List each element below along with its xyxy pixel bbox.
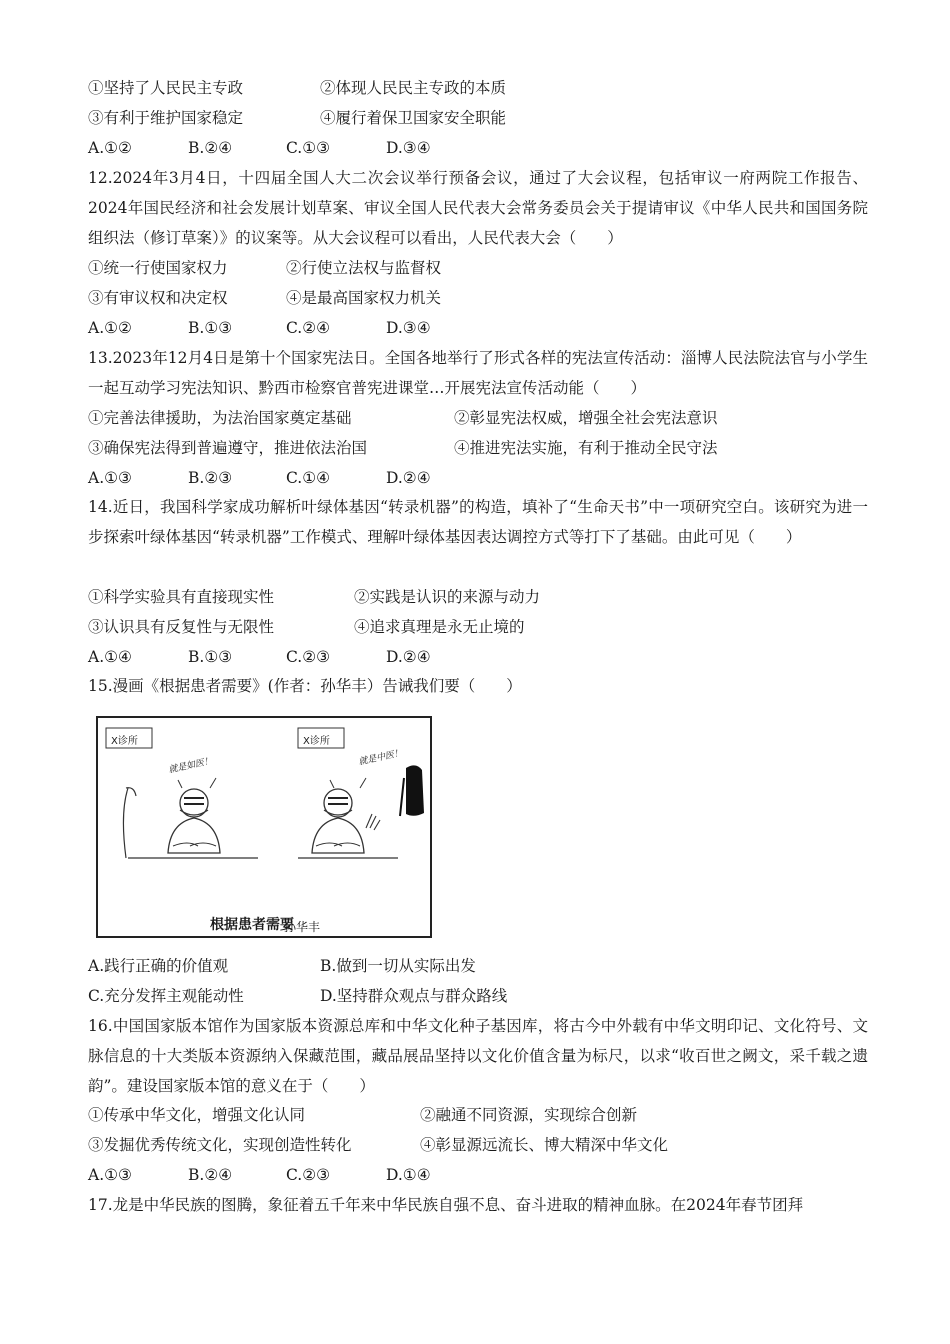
q16-answer-a: A.①③ (88, 1166, 132, 1184)
q15-stem: 15.漫画《根据患者需要》(作者：孙华丰）告诫我们要（ ） (88, 677, 522, 695)
q12-answer-b: B.①③ (188, 319, 233, 337)
q16-answer-d: D.①④ (386, 1166, 431, 1184)
q16-option-1: ①传承中华文化，增强文化认同 (88, 1106, 306, 1124)
q16-option-2: ②融通不同资源，实现综合创新 (420, 1106, 638, 1124)
q12-answer-d: D.③④ (386, 319, 431, 337)
q11-answer-b: B.②④ (188, 139, 233, 157)
q12-answer-c: C.②④ (286, 319, 331, 337)
q14-answer-c: C.②③ (286, 648, 331, 666)
q13-option-1: ①完善法律援助，为法治国家奠定基础 (88, 409, 352, 427)
q15-answer-b: B.做到一切从实际出发 (320, 957, 476, 975)
q15-answer-d: D.坚持群众观点与群众路线 (320, 987, 508, 1005)
cartoon-bubble-right: 就是中医！ (357, 748, 404, 768)
q14-answer-d: D.②④ (386, 648, 431, 666)
cartoon-bubble-left: 就是如医！ (167, 756, 214, 776)
q14-option-3: ③认识具有反复性与无限性 (88, 618, 275, 636)
q16-answer-b: B.②④ (188, 1166, 233, 1184)
q11-answer-c: C.①③ (286, 139, 331, 157)
q16-stem: 16.中国国家版本馆作为国家版本资源总库和中华文化种子基因库，将古今中外载有中华文明印记、文化符号、文脉信息的十大类版本资源纳入保藏范围，藏品展品坚持以文化价值含量为标尺，以求“收百世之阙文，采千载之遗韵”。建设国家版本馆的意义在于（ ） (88, 1017, 868, 1095)
cartoon-title: 根据患者需要 (210, 917, 294, 933)
q12-option-3: ③有审议权和决定权 (88, 289, 228, 307)
q13-answer-d: D.②④ (386, 469, 431, 487)
cartoon-sign-left: X诊所 (111, 736, 138, 747)
q13-answer-c: C.①④ (286, 469, 331, 487)
q12-option-1: ①统一行使国家权力 (88, 259, 228, 277)
q13-answer-a: A.①③ (88, 469, 132, 487)
q15-answer-a: A.践行正确的价值观 (88, 957, 229, 975)
q14-answer-b: B.①③ (188, 648, 233, 666)
q12-answer-a: A.①② (88, 319, 132, 337)
q12-option-2: ②行使立法权与监督权 (286, 259, 442, 277)
q13-option-3: ③确保宪法得到普遍遵守，推进依法治国 (88, 439, 368, 457)
cartoon-sign-right: X诊所 (303, 736, 330, 747)
q11-option-2: ②体现人民民主专政的本质 (320, 79, 507, 97)
q15-cartoon (96, 716, 432, 938)
cartoon-author: 孙华丰 (284, 920, 321, 934)
q13-stem: 13.2023年12月4日是第十个国家宪法日。全国各地举行了形式各样的宪法宣传活动：淄博人民法院法官与小学生一起互动学习宪法知识、黔西市检察官普宪进课堂…开展宪法宣传活动能（ ） (88, 349, 868, 397)
q15-answer-c: C.充分发挥主观能动性 (88, 987, 244, 1005)
q14-option-2: ②实践是认识的来源与动力 (354, 588, 541, 606)
q16-option-4: ④彰显源远流长、博大精深中华文化 (420, 1136, 669, 1154)
q16-option-3: ③发掘优秀传统文化，实现创造性转化 (88, 1136, 352, 1154)
q11-answer-d: D.③④ (386, 139, 431, 157)
q12-stem: 12.2024年3月4日，十四届全国人大二次会议举行预备会议，通过了大会议程，包括审议一府两院工作报告、2024年国民经济和社会发展计划草案、审议全国人民代表大会常务委员会关于提请审议《中华人民共和国国务院组织法（修订草案）》的议案等。从大会议程可以看出，人民代表大会（ ） (88, 169, 868, 247)
q12-option-4: ④是最高国家权力机关 (286, 289, 442, 307)
q11-option-1: ①坚持了人民民主专政 (88, 79, 244, 97)
q14-stem: 14.近日，我国科学家成功解析叶绿体基因“转录机器”的构造，填补了“生命天书”中一项研究空白。该研究为进一步探索叶绿体基因“转录机器”工作模式、理解叶绿体基因表达调控方式等打下了基础。由此可见（ ） (88, 498, 868, 546)
q13-answer-b: B.②③ (188, 469, 233, 487)
q17-stem: 17.龙是中华民族的图腾，象征着五千年来中华民族自强不息、奋斗进取的精神血脉。在2024年春节团拜 (88, 1196, 804, 1214)
q14-option-1: ①科学实验具有直接现实性 (88, 588, 275, 606)
q11-option-3: ③有利于维护国家稳定 (88, 109, 244, 127)
q13-option-2: ②彰显宪法权威，增强全社会宪法意识 (454, 409, 718, 427)
q11-answer-a: A.①② (88, 139, 132, 157)
q14-answer-a: A.①④ (88, 648, 132, 666)
q11-option-4: ④履行着保卫国家安全职能 (320, 109, 507, 127)
q16-answer-c: C.②③ (286, 1166, 331, 1184)
q13-option-4: ④推进宪法实施，有利于推动全民守法 (454, 439, 718, 457)
q14-option-4: ④追求真理是永无止境的 (354, 618, 525, 636)
